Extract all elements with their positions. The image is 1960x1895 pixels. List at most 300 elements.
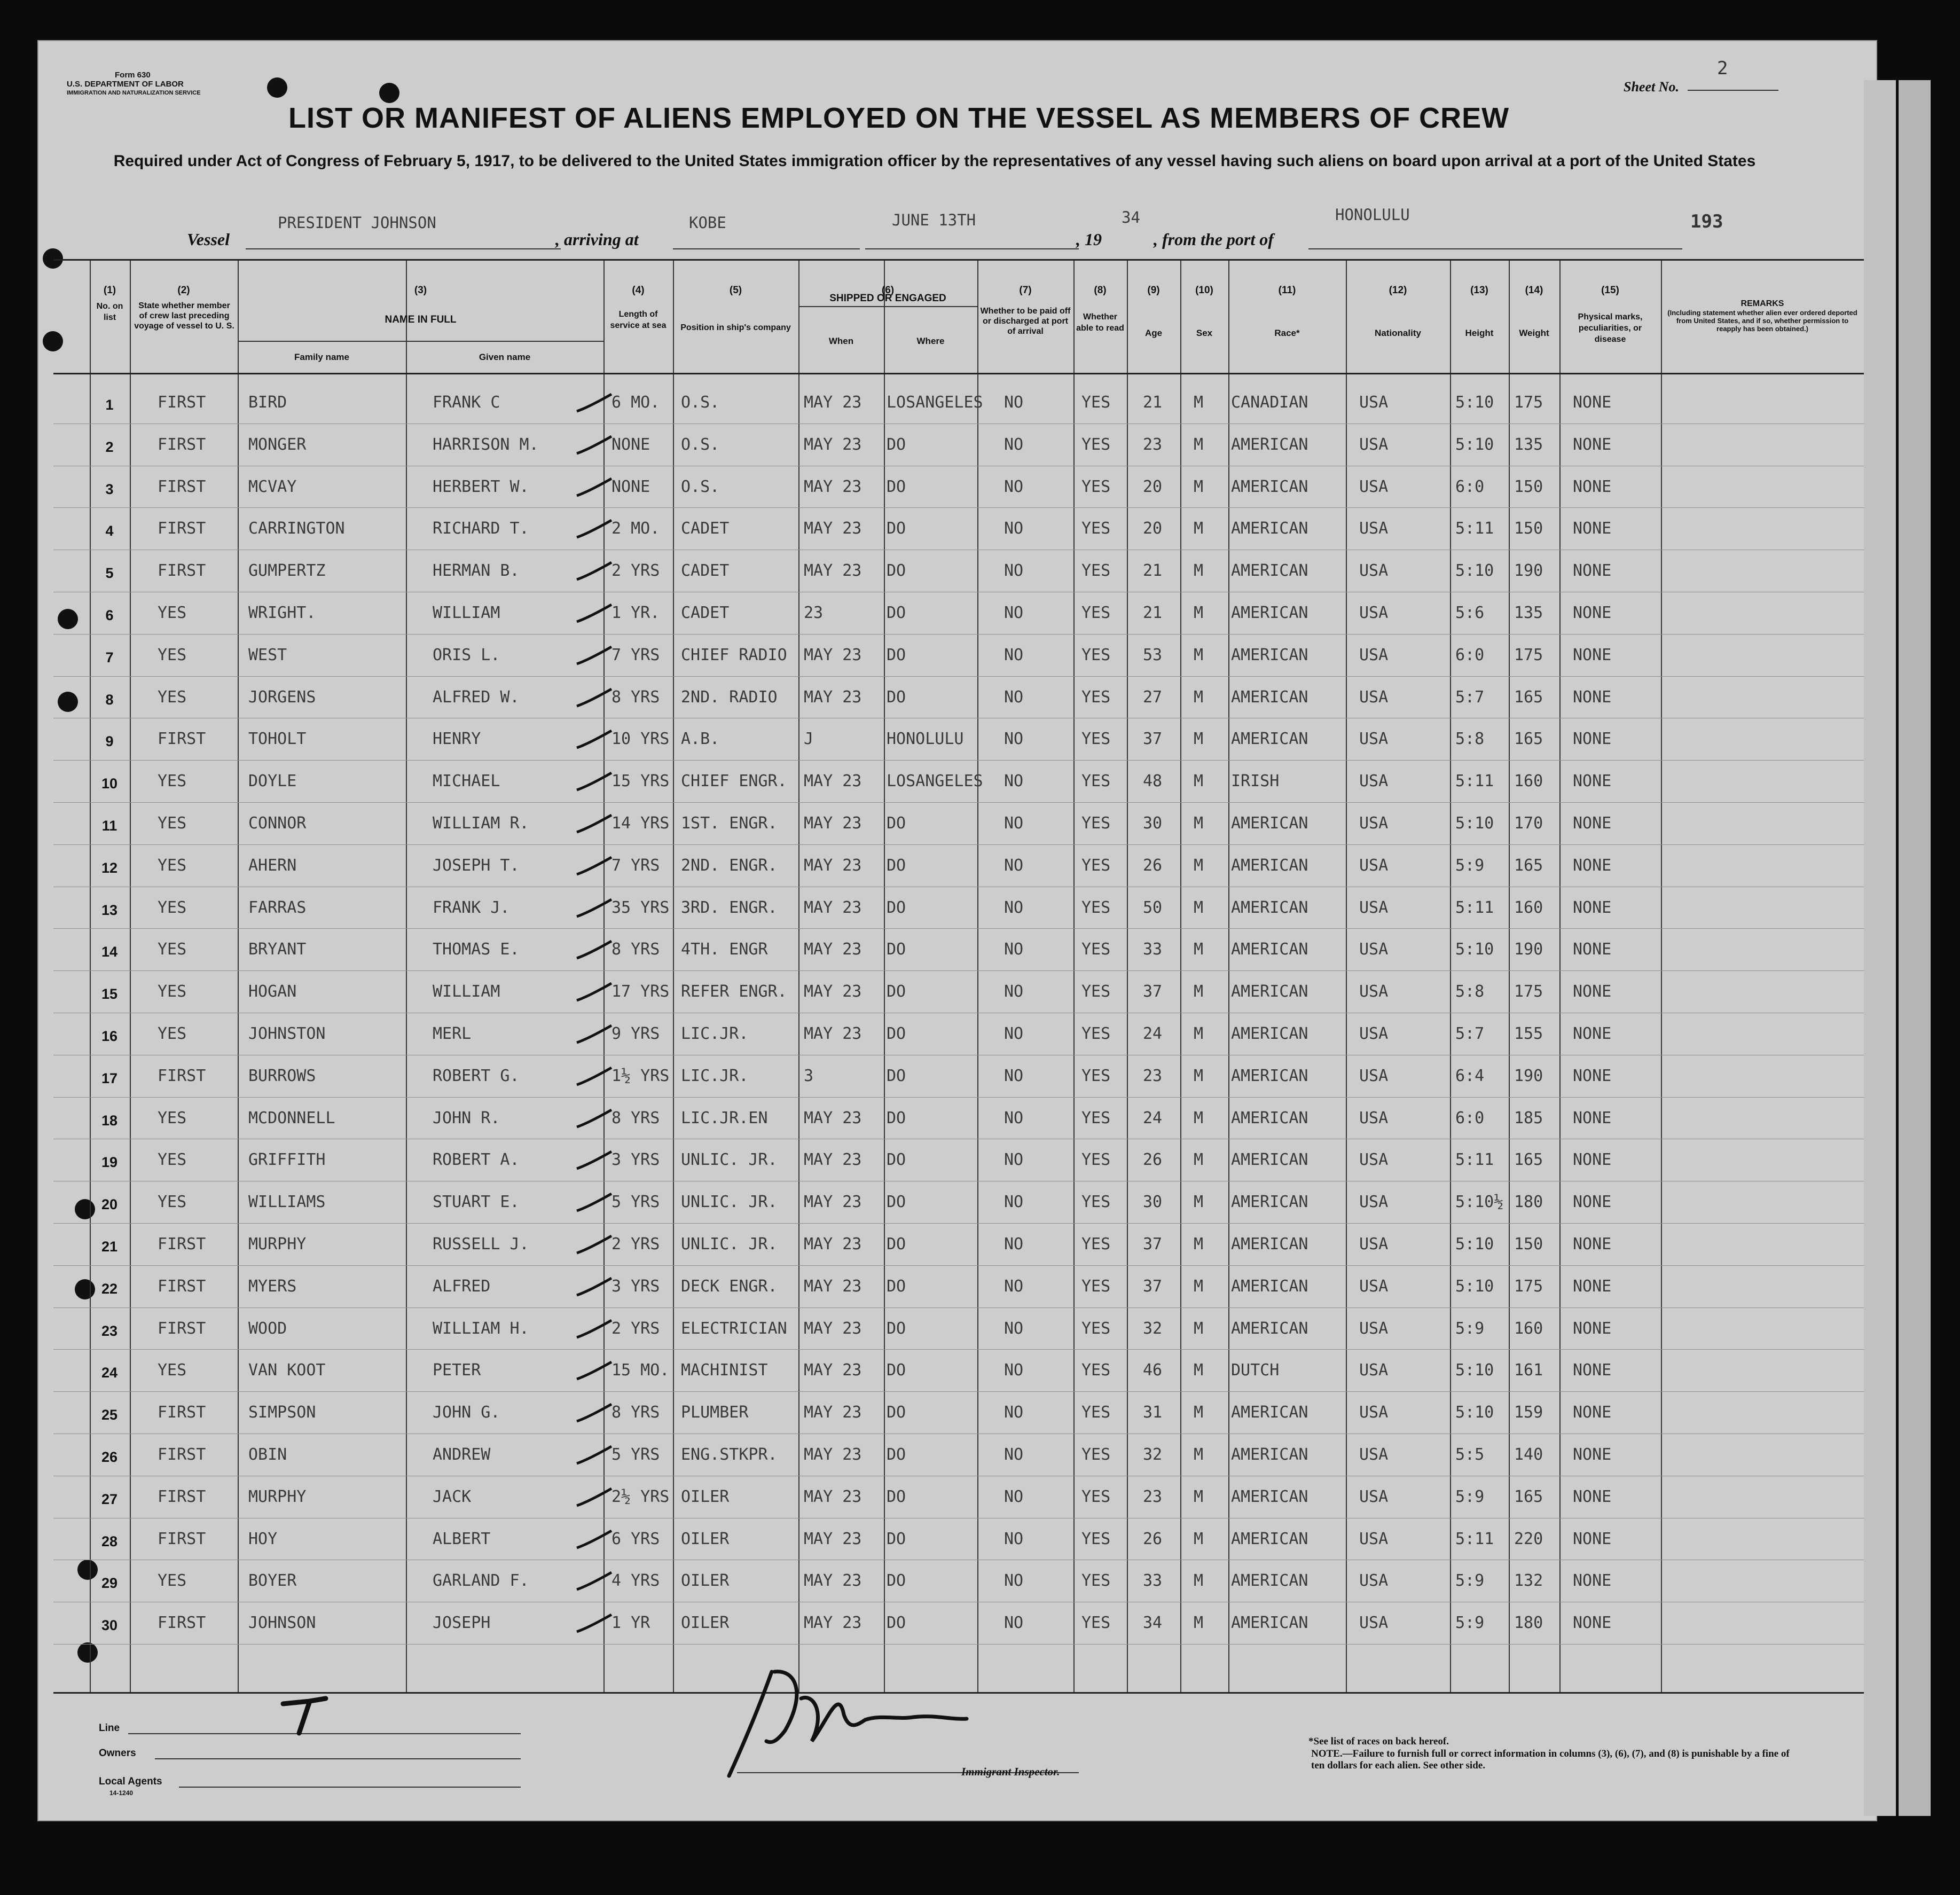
nationality-cell: USA [1359, 1150, 1389, 1170]
sheet-label: Sheet No. [1624, 79, 1679, 95]
row-rule [53, 970, 1864, 971]
paid-off-cell: NO [1004, 1235, 1024, 1254]
position-cell: CADET [681, 604, 730, 622]
nationality-cell: USA [1359, 1277, 1389, 1296]
family-name-cell: MURPHY [248, 1235, 307, 1254]
service-cell: 8 YRS [611, 1108, 660, 1127]
nationality-cell: USA [1359, 1571, 1389, 1591]
given-name-cell: FRANK C [433, 393, 500, 412]
col-head-shipped: SHIPPED OR ENGAGED [829, 293, 946, 304]
nationality-cell: USA [1359, 1614, 1389, 1633]
from-port: HONOLULU [1335, 206, 1410, 224]
row-number: 21 [101, 1239, 118, 1255]
column-rule [130, 261, 131, 1692]
race-cell: AMERICAN [1231, 604, 1308, 622]
shipped-where-cell: DO [887, 1403, 906, 1422]
race-cell: IRISH [1231, 772, 1280, 791]
row-rule [53, 1307, 1864, 1308]
race-cell: AMERICAN [1231, 814, 1308, 833]
weight-cell: 190 [1514, 940, 1543, 959]
age-cell: 20 [1143, 519, 1163, 538]
col-num-6: (6) [881, 285, 895, 296]
service-cell: 3 YRS [611, 1277, 660, 1296]
row-rule [53, 1644, 1864, 1645]
service-cell: 4 YRS [611, 1571, 660, 1591]
able-to-read-cell: YES [1081, 730, 1111, 749]
state-cell: YES [158, 940, 187, 959]
service-cell: 7 YRS [611, 856, 660, 875]
state-cell: YES [158, 687, 187, 707]
age-cell: 37 [1143, 730, 1163, 749]
marks-cell: NONE [1573, 1529, 1612, 1548]
col-head-height: Height [1465, 328, 1494, 338]
position-cell: REFER ENGR. [681, 982, 787, 1001]
age-cell: 48 [1143, 772, 1163, 791]
weight-cell: 150 [1514, 1235, 1543, 1254]
height-cell: 5:11 [1455, 772, 1494, 791]
height-cell: 5:10 [1455, 435, 1494, 454]
paid-off-cell: NO [1004, 730, 1024, 749]
position-cell: UNLIC. JR. [681, 1150, 778, 1170]
paid-off-cell: NO [1004, 1193, 1024, 1212]
col-head-when: When [828, 336, 854, 346]
paid-off-cell: NO [1004, 898, 1024, 917]
vessel-line [246, 248, 561, 249]
check-mark-icon [574, 937, 617, 969]
paid-off-cell: NO [1004, 1024, 1024, 1043]
able-to-read-cell: YES [1081, 1319, 1111, 1338]
col-head-paid: Whether to be paid off or discharged at port of arrival [980, 307, 1071, 336]
weight-cell: 132 [1514, 1571, 1543, 1591]
state-cell: YES [158, 645, 187, 664]
sex-cell: M [1194, 1066, 1204, 1085]
given-name-cell: ALBERT [433, 1529, 491, 1548]
given-name-cell: THOMAS E. [433, 940, 520, 959]
row-number: 14 [101, 944, 118, 960]
column-rule [798, 261, 799, 1692]
column-rule [884, 261, 885, 1692]
check-mark-icon [574, 600, 617, 632]
shipped-where-cell: DO [887, 1024, 906, 1043]
year-label: , 19 [1076, 230, 1102, 249]
col-head-remarks-note: (Including statement whether alien ever ordered deported from United States, and if so, whether permission to reapply has been obtained.) [1667, 309, 1857, 333]
nationality-cell: USA [1359, 604, 1389, 622]
sex-cell: M [1194, 645, 1204, 664]
height-cell: 5:7 [1455, 687, 1485, 707]
nationality-cell: USA [1359, 1066, 1389, 1085]
paid-off-cell: NO [1004, 1277, 1024, 1296]
age-cell: 24 [1143, 1108, 1163, 1127]
age-cell: 20 [1143, 477, 1163, 496]
races-note: *See list of races on back hereof. [1308, 1736, 1449, 1747]
paid-off-cell: NO [1004, 1319, 1024, 1338]
position-cell: LIC.JR. [681, 1066, 749, 1085]
col-num-4: (4) [632, 285, 645, 296]
race-cell: AMERICAN [1231, 477, 1308, 496]
row-rule [53, 760, 1864, 761]
able-to-read-cell: YES [1081, 982, 1111, 1001]
marks-cell: NONE [1573, 519, 1612, 538]
race-cell: AMERICAN [1231, 561, 1308, 581]
check-mark-icon [574, 1400, 617, 1432]
state-cell: YES [158, 1108, 187, 1127]
column-rule [1346, 261, 1347, 1692]
service-cell: 2 MO. [611, 519, 660, 538]
col-head-race: Race* [1274, 328, 1300, 338]
shipped-where-cell: DO [887, 1487, 906, 1506]
shipped-when-cell: MAY 23 [804, 687, 862, 707]
weight-cell: 135 [1514, 604, 1543, 622]
shipped-when-cell: MAY 23 [804, 1277, 862, 1296]
nationality-cell: USA [1359, 687, 1389, 707]
race-cell: AMERICAN [1231, 519, 1308, 538]
weight-cell: 180 [1514, 1193, 1543, 1212]
able-to-read-cell: YES [1081, 519, 1111, 538]
weight-cell: 170 [1514, 814, 1543, 833]
row-number: 17 [101, 1070, 118, 1086]
weight-cell: 180 [1514, 1614, 1543, 1633]
given-name-cell: WILLIAM [433, 604, 500, 622]
nationality-cell: USA [1359, 772, 1389, 791]
race-cell: AMERICAN [1231, 1193, 1308, 1212]
age-cell: 21 [1143, 561, 1163, 581]
marks-cell: NONE [1573, 1571, 1612, 1591]
check-mark-icon [574, 895, 617, 927]
row-rule [53, 1265, 1864, 1266]
check-mark-icon [574, 726, 617, 758]
shipped-when-cell: MAY 23 [804, 1361, 862, 1380]
sex-cell: M [1194, 1108, 1204, 1127]
col-num-9: (9) [1147, 285, 1160, 296]
nationality-cell: USA [1359, 1445, 1389, 1464]
height-cell: 5:9 [1455, 1487, 1485, 1506]
state-cell: FIRST [158, 519, 206, 538]
family-name-cell: WILLIAMS [248, 1193, 326, 1212]
weight-cell: 160 [1514, 898, 1543, 917]
age-cell: 26 [1143, 1529, 1163, 1548]
position-cell: OILER [681, 1487, 730, 1506]
check-mark-icon [574, 390, 617, 422]
col-head-weight: Weight [1519, 328, 1549, 338]
row-number: 9 [105, 733, 114, 750]
shipped-where-cell: DO [887, 477, 906, 496]
height-cell: 5:10 [1455, 1277, 1494, 1296]
service-cell: 8 YRS [611, 687, 660, 707]
shipped-where-cell: DO [887, 940, 906, 959]
weight-cell: 165 [1514, 730, 1543, 749]
age-cell: 33 [1143, 940, 1163, 959]
weight-cell: 159 [1514, 1403, 1543, 1422]
arrival-year: 34 [1122, 208, 1140, 226]
service-cell: 6 MO. [611, 393, 660, 412]
sex-cell: M [1194, 1277, 1204, 1296]
race-cell: AMERICAN [1231, 1277, 1308, 1296]
position-cell: CADET [681, 519, 730, 538]
shipped-when-cell: MAY 23 [804, 1024, 862, 1043]
sex-cell: M [1194, 687, 1204, 707]
service-cell: 5 YRS [611, 1193, 660, 1212]
col-num-15: (15) [1601, 285, 1619, 296]
column-rule [1450, 261, 1451, 1692]
arriving-label: , arriving at [555, 230, 639, 249]
row-number: 24 [101, 1365, 118, 1381]
service-cell: 15 MO. [611, 1361, 670, 1380]
able-to-read-cell: YES [1081, 1193, 1111, 1212]
row-number: 15 [101, 986, 118, 1003]
given-name-cell: ORIS L. [433, 645, 500, 664]
sex-cell: M [1194, 898, 1204, 917]
service-cell: 5 YRS [611, 1445, 660, 1464]
able-to-read-cell: YES [1081, 1235, 1111, 1254]
local-agents-label: Local Agents [99, 1776, 162, 1787]
age-cell: 33 [1143, 1571, 1163, 1591]
nationality-cell: USA [1359, 940, 1389, 959]
col-num-1: (1) [103, 285, 116, 296]
given-name-cell: WILLIAM H. [433, 1319, 529, 1338]
shipped-when-cell: MAY 23 [804, 772, 862, 791]
state-cell: YES [158, 814, 187, 833]
marks-cell: NONE [1573, 1319, 1612, 1338]
height-cell: 5:6 [1455, 604, 1485, 622]
able-to-read-cell: YES [1081, 1361, 1111, 1380]
col-head-marks: Physical marks, peculiarities, or disease [1578, 312, 1643, 344]
row-number: 29 [101, 1575, 118, 1592]
weight-cell: 175 [1514, 1277, 1543, 1296]
shipped-when-cell: MAY 23 [804, 1529, 862, 1548]
paid-off-cell: NO [1004, 982, 1024, 1001]
marks-cell: NONE [1573, 772, 1612, 791]
family-name-cell: BIRD [248, 393, 287, 412]
row-number: 10 [101, 776, 118, 792]
paid-off-cell: NO [1004, 940, 1024, 959]
age-cell: 23 [1143, 1066, 1163, 1085]
able-to-read-cell: YES [1081, 1571, 1111, 1591]
race-cell: AMERICAN [1231, 1319, 1308, 1338]
shipped-when-cell: MAY 23 [804, 1614, 862, 1633]
able-to-read-cell: YES [1081, 940, 1111, 959]
height-cell: 5:10 [1455, 1235, 1494, 1254]
marks-cell: NONE [1573, 1445, 1612, 1464]
weight-cell: 150 [1514, 477, 1543, 496]
shipped-when-cell: MAY 23 [804, 1235, 862, 1254]
col-head-given: Given name [479, 352, 531, 362]
sex-cell: M [1194, 730, 1204, 749]
check-mark-icon [574, 1021, 617, 1053]
arrival-date: JUNE 13TH [892, 211, 976, 229]
marks-cell: NONE [1573, 982, 1612, 1001]
sex-cell: M [1194, 1235, 1204, 1254]
race-cell: AMERICAN [1231, 940, 1308, 959]
state-cell: YES [158, 856, 187, 875]
position-cell: 2ND. ENGR. [681, 856, 778, 875]
service-cell: 7 YRS [611, 645, 660, 664]
row-number: 22 [101, 1280, 118, 1297]
service-cell: 6 YRS [611, 1529, 660, 1548]
col-head-remarks: REMARKS [1741, 299, 1784, 308]
column-rule [977, 261, 978, 1692]
service-cell: 1 YR [611, 1614, 650, 1633]
shipped-when-cell: J [804, 730, 814, 749]
col-head-position: Position in ship's company [680, 323, 791, 332]
shipped-when-cell: MAY 23 [804, 940, 862, 959]
col-num-8: (8) [1094, 285, 1107, 296]
shipped-when-cell: MAY 23 [804, 898, 862, 917]
given-name-cell: ALFRED [433, 1277, 491, 1296]
position-cell: O.S. [681, 435, 720, 454]
state-cell: YES [158, 982, 187, 1001]
row-number: 8 [105, 691, 114, 708]
check-mark-icon [574, 1526, 617, 1559]
height-cell: 5:9 [1455, 856, 1485, 875]
marks-cell: NONE [1573, 1361, 1612, 1380]
paid-off-cell: NO [1004, 1487, 1024, 1506]
shipped-where-cell: HONOLULU [887, 730, 964, 749]
able-to-read-cell: YES [1081, 1108, 1111, 1127]
paid-off-cell: NO [1004, 1529, 1024, 1548]
date-line [865, 248, 1079, 249]
row-number: 18 [101, 1112, 118, 1129]
weight-cell: 165 [1514, 856, 1543, 875]
marks-cell: NONE [1573, 1150, 1612, 1170]
service-cell: 2 YRS [611, 1319, 660, 1338]
check-mark-icon [574, 432, 617, 464]
position-cell: UNLIC. JR. [681, 1193, 778, 1212]
service-cell: NONE [611, 477, 650, 496]
column-rule [1228, 261, 1229, 1692]
family-name-cell: WEST [248, 645, 287, 664]
service-cell: 10 YRS [611, 730, 670, 749]
state-cell: FIRST [158, 1614, 206, 1633]
shipped-when-cell: MAY 23 [804, 1403, 862, 1422]
nationality-cell: USA [1359, 1319, 1389, 1338]
race-cell: AMERICAN [1231, 1571, 1308, 1591]
race-cell: AMERICAN [1231, 898, 1308, 917]
family-name-cell: JOHNSTON [248, 1024, 326, 1043]
weight-cell: 160 [1514, 1319, 1543, 1338]
able-to-read-cell: YES [1081, 687, 1111, 707]
marks-cell: NONE [1573, 687, 1612, 707]
given-name-cell: JACK [433, 1487, 472, 1506]
position-cell: CHIEF ENGR. [681, 772, 787, 791]
vessel-label: Vessel [187, 230, 230, 249]
age-cell: 23 [1143, 435, 1163, 454]
row-number: 11 [101, 818, 117, 834]
col-head-name: NAME IN FULL [385, 314, 457, 325]
col-head-family: Family name [294, 352, 349, 362]
able-to-read-cell: YES [1081, 1150, 1111, 1170]
shipped-where-cell: DO [887, 898, 906, 917]
weight-cell: 165 [1514, 1150, 1543, 1170]
row-number: 19 [101, 1154, 118, 1171]
family-name-cell: MURPHY [248, 1487, 307, 1506]
inspector-signature [721, 1656, 999, 1784]
shipped-where-cell: DO [887, 1193, 906, 1212]
check-mark-icon [574, 1316, 617, 1348]
check-mark-icon [574, 811, 617, 843]
row-rule [53, 1097, 1864, 1098]
nationality-cell: USA [1359, 1108, 1389, 1127]
col-head-service: Length of service at sea [610, 310, 667, 330]
given-name-cell: MERL [433, 1024, 472, 1043]
row-number: 23 [101, 1322, 118, 1339]
nationality-cell: USA [1359, 519, 1389, 538]
col-num-10: (10) [1195, 285, 1213, 296]
able-to-read-cell: YES [1081, 814, 1111, 833]
marks-cell: NONE [1573, 1487, 1612, 1506]
row-number: 1 [105, 397, 114, 413]
col-num-7: (7) [1019, 285, 1032, 296]
check-mark-icon [574, 1442, 617, 1474]
sex-cell: M [1194, 814, 1204, 833]
race-cell: CANADIAN [1231, 393, 1308, 412]
nationality-cell: USA [1359, 1193, 1389, 1212]
family-name-cell: TOHOLT [248, 730, 307, 749]
sex-cell: M [1194, 940, 1204, 959]
sex-cell: M [1194, 1361, 1204, 1380]
sheet-number: 2 [1717, 58, 1728, 79]
marks-cell: NONE [1573, 1024, 1612, 1043]
check-mark-icon [574, 769, 617, 801]
nationality-cell: USA [1359, 561, 1389, 581]
row-rule [53, 1349, 1864, 1350]
year-stamp: 193 [1690, 211, 1723, 232]
race-cell: AMERICAN [1231, 730, 1308, 749]
check-mark-icon [574, 558, 617, 590]
check-mark-icon [574, 1274, 617, 1306]
service-cell: 8 YRS [611, 940, 660, 959]
form-identifier [67, 71, 201, 98]
column-rule [1127, 261, 1128, 1692]
family-name-cell: JOHNSON [248, 1614, 316, 1633]
shipped-where-cell: DO [887, 645, 906, 664]
position-cell: DECK ENGR. [681, 1277, 778, 1296]
nationality-cell: USA [1359, 856, 1389, 875]
state-cell: YES [158, 1571, 187, 1591]
age-cell: 30 [1143, 814, 1163, 833]
family-name-cell: BOYER [248, 1571, 297, 1591]
given-name-cell: WILLIAM [433, 982, 500, 1001]
position-cell: UNLIC. JR. [681, 1235, 778, 1254]
paid-off-cell: NO [1004, 561, 1024, 581]
next-sheet-edge-2 [1899, 80, 1931, 1816]
column-rule [238, 261, 239, 1692]
check-mark-icon [574, 474, 617, 506]
col-head-sex: Sex [1196, 328, 1213, 338]
state-cell: YES [158, 1361, 187, 1380]
position-cell: MACHINIST [681, 1361, 768, 1380]
state-cell: FIRST [158, 1066, 206, 1085]
marks-cell: NONE [1573, 898, 1612, 917]
sex-cell: M [1194, 982, 1204, 1001]
paid-off-cell: NO [1004, 856, 1024, 875]
row-rule [53, 676, 1864, 677]
check-mark-icon [574, 1568, 617, 1600]
able-to-read-cell: YES [1081, 393, 1111, 412]
col-num-12: (12) [1389, 285, 1407, 296]
sex-cell: M [1194, 772, 1204, 791]
shipped-where-cell: DO [887, 561, 906, 581]
nationality-cell: USA [1359, 1361, 1389, 1380]
family-name-cell: WOOD [248, 1319, 287, 1338]
given-name-cell: HERBERT W. [433, 477, 529, 496]
able-to-read-cell: YES [1081, 1445, 1111, 1464]
page-subtitle: Required under Act of Congress of February 5, 1917, to be delivered to the United States immigration officer by the representatives of any vessel having such aliens on board upon arrival at a port of the United States [113, 152, 1756, 170]
state-cell: YES [158, 1024, 187, 1043]
state-cell: FIRST [158, 1235, 206, 1254]
row-number: 3 [105, 481, 114, 497]
sex-cell: M [1194, 1024, 1204, 1043]
col-num-11: (11) [1278, 285, 1296, 296]
